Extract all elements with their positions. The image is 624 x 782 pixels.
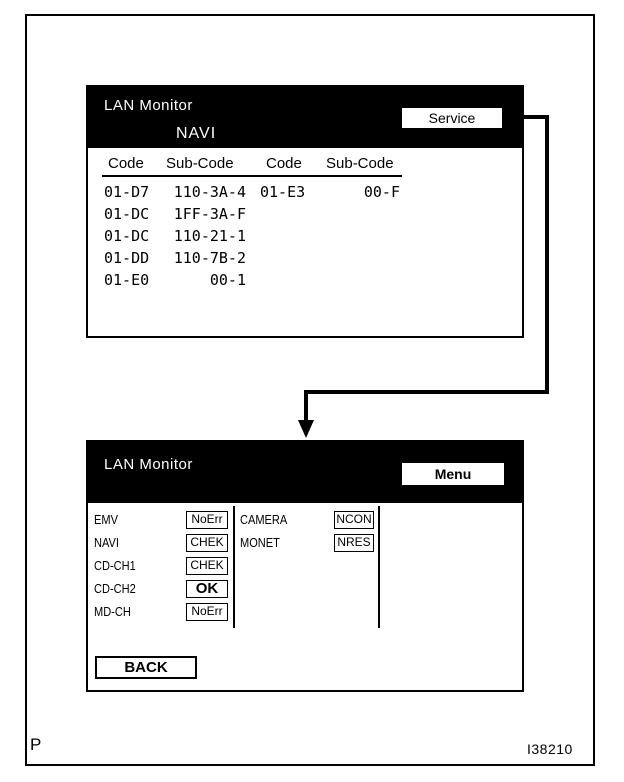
row-code-1: 01-DC bbox=[104, 227, 150, 245]
component-label: MD-CH bbox=[94, 604, 131, 619]
header-code-1: Code bbox=[108, 155, 144, 172]
row-subcode-2: 00-F bbox=[363, 183, 400, 201]
title-bar bbox=[88, 442, 522, 503]
row-subcode-1: 00-1 bbox=[209, 271, 246, 289]
screen-subtitle: NAVI bbox=[176, 125, 217, 142]
back-button[interactable]: BACK bbox=[95, 656, 197, 679]
component-label: MONET bbox=[240, 535, 280, 550]
row-code-1: 01-DC bbox=[104, 205, 150, 223]
component-status-badge[interactable]: NRES bbox=[334, 534, 374, 552]
row-subcode-1: 1FF-3A-F bbox=[173, 205, 246, 223]
component-label: EMV bbox=[94, 512, 118, 527]
corner-letter: P bbox=[30, 735, 42, 754]
screen-title: LAN Monitor bbox=[104, 456, 193, 473]
header-subcode-1: Sub-Code bbox=[166, 155, 234, 172]
service-button[interactable]: Service bbox=[401, 107, 503, 129]
component-label: CD-CH1 bbox=[94, 558, 136, 573]
lan-monitor-menu-screen bbox=[86, 440, 524, 692]
row-subcode-1: 110-7B-2 bbox=[173, 249, 246, 267]
header-code-2: Code bbox=[266, 155, 302, 172]
title-bar bbox=[88, 87, 522, 148]
component-status-badge[interactable]: NoErr bbox=[186, 603, 228, 621]
row-subcode-1: 110-21-1 bbox=[173, 227, 246, 245]
screen-title: LAN Monitor bbox=[104, 97, 193, 114]
row-subcode-1: 110-3A-4 bbox=[173, 183, 246, 201]
row-code-1: 01-D7 bbox=[104, 183, 150, 201]
component-label: CD-CH2 bbox=[94, 581, 136, 596]
header-subcode-2: Sub-Code bbox=[326, 155, 394, 172]
component-status-badge[interactable]: CHEK bbox=[186, 534, 228, 552]
menu-button[interactable]: Menu bbox=[401, 462, 505, 486]
lan-monitor-navi-screen bbox=[86, 85, 524, 338]
row-code-2: 01-E3 bbox=[260, 183, 306, 201]
header-underline bbox=[102, 175, 402, 177]
component-status-badge[interactable]: OK bbox=[186, 580, 228, 598]
column-divider-2 bbox=[378, 506, 380, 628]
column-divider-1 bbox=[233, 506, 235, 628]
row-code-1: 01-DD bbox=[104, 249, 150, 267]
component-status-badge[interactable]: CHEK bbox=[186, 557, 228, 575]
figure-id: I38210 bbox=[527, 741, 573, 757]
component-status-badge[interactable]: NCON bbox=[334, 511, 374, 529]
component-label: CAMERA bbox=[240, 512, 288, 527]
component-status-badge[interactable]: NoErr bbox=[186, 511, 228, 529]
component-label: NAVI bbox=[94, 535, 119, 550]
row-code-1: 01-E0 bbox=[104, 271, 150, 289]
